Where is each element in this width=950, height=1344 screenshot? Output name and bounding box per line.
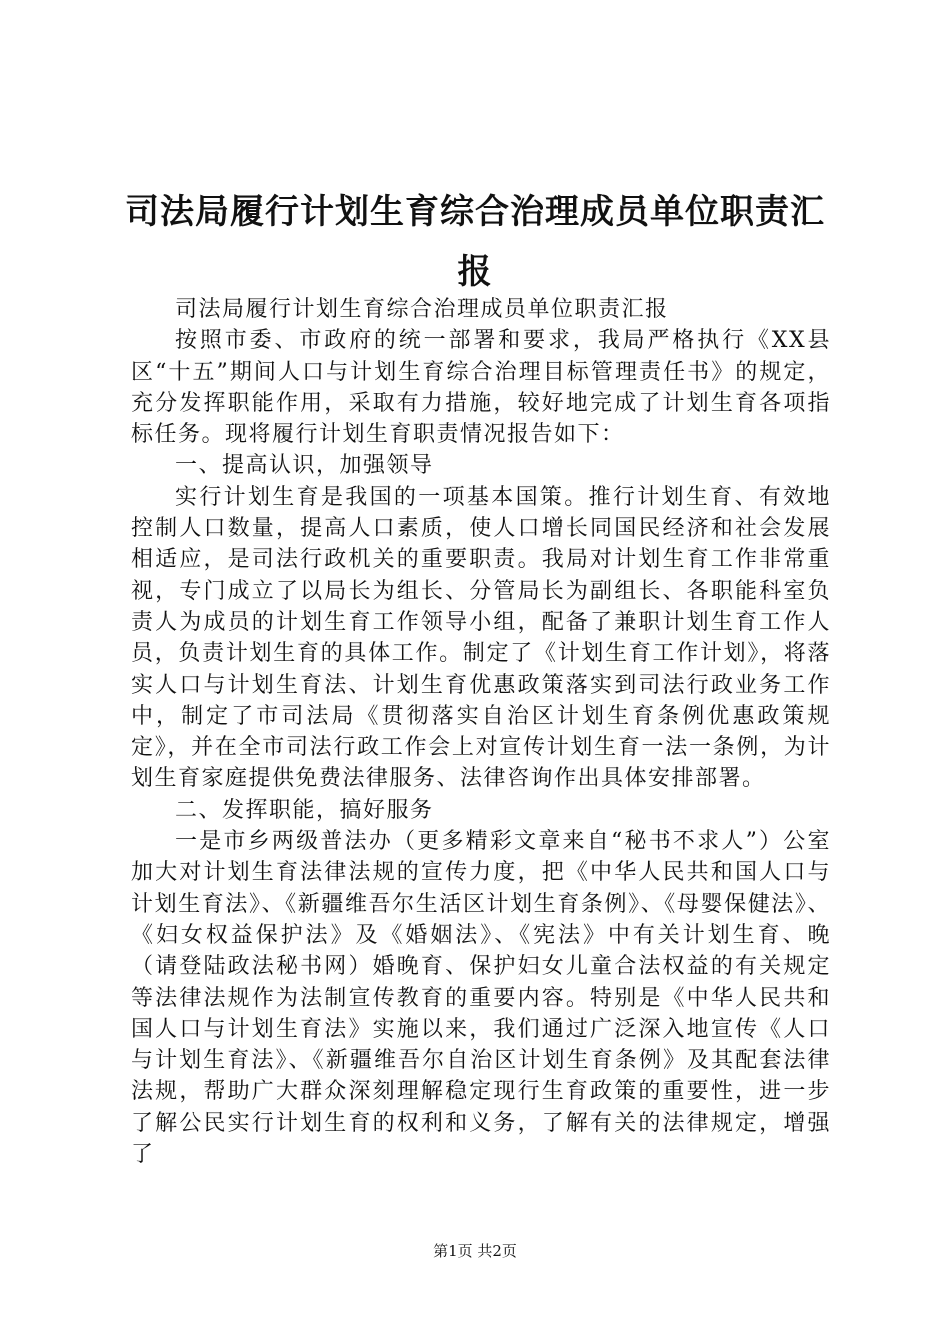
paragraph-subtitle: 司法局履行计划生育综合治理成员单位职责汇报 — [175, 297, 669, 322]
paragraph-section-1: 实行计划生育是我国的一项基本国策。推行计划生育、有效地控制人口数量，提高人口素质，使人口增长同国民经济和社会发展相适应，是司法行政机关的重要职责。我局对计划生育工作非常重视，专门成立了以局长为组长、分管局长为副组长、各职能科室负责人为成员的计划生育工作领导小组，配备了兼职计划生育工作人员，负责计划生育的具体工作。制定了《计划生育工作计划》，将落实人口与计划生育法、计划生育优惠政策落实到司法行政业务工作中，制定了市司法局《贯彻落实自治区计划生育条例优惠政策规定》，并在全市司法行政工作会上对宣传计划生育一法一条例，为计划生育家庭提供免费法律服务、法律咨询作出具体安排部署。 — [131, 484, 831, 792]
document-body — [131, 294, 831, 1170]
section-heading-1: 一、提高认识，加强领导 — [175, 453, 434, 479]
page-footer: 第1页 共2页 — [433, 1242, 517, 1260]
paragraph-section-2: 一是市乡两级普法办（更多精彩文章来自“秘书不求人”）公室加大对计划生育法律法规的宣传力度，把《中华人民共和国人口与计划生育法》、《新疆维吾尔生活区计划生育条例》、《母婴保健法》、《妇女权益保护法》及《婚姻法》、《宪法》中有关计划生育、晚（请登陆政法秘书网）婚晚育、保护妇女儿童合法权益的有关规定等法律法规作为法制宣传教育的重要内容。特别是《中华人民共和国人口与计划生育法》实施以来，我们通过广泛深入地宣传《人口与计划生育法》、《新疆维吾尔自治区计划生育条例》及其配套法律法规，帮助广大群众深刻理解稳定现行生育政策的重要性，进一步了解公民实行计划生育的权利和义务，了解有关的法律规定，增强了 — [131, 829, 831, 1168]
paragraph-intro: 按照市委、市政府的统一部署和要求，我局严格执行《XX县区“十五”期间人口与计划生育综合治理目标管理责任书》的规定，充分发挥职能作用，采取有力措施，较好地完成了计划生育各项指标任务。现将履行计划生育职责情况报告如下： — [131, 328, 831, 448]
section-heading-2: 二、发挥职能，搞好服务 — [175, 797, 434, 823]
document-title: 司法局履行计划生育综合治理成员单位职责汇报 — [125, 192, 825, 292]
